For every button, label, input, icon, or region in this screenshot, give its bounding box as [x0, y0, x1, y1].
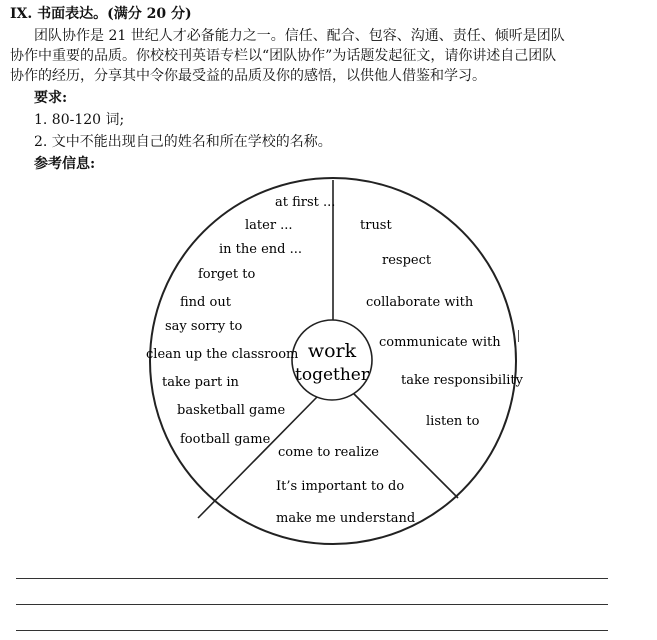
- left-item: clean up the classroom: [146, 347, 299, 362]
- left-item: find out: [180, 295, 231, 310]
- answer-line: [16, 604, 608, 605]
- reference-heading: 参考信息:: [34, 156, 96, 172]
- left-item: say sorry to: [165, 319, 243, 334]
- center-label-together: together: [295, 365, 369, 385]
- right-item: trust: [360, 218, 392, 233]
- left-item: football game: [180, 432, 271, 447]
- intro-paragraph-line-1: 团队协作是 21 世纪人才必备能力之一。信任、配合、包容、沟通、责任、倾听是团队: [34, 28, 565, 44]
- left-item: at first ...: [275, 195, 336, 210]
- left-sector-phrases: [146, 195, 335, 447]
- left-item: take part in: [162, 375, 239, 390]
- bottom-item: It’s important to do: [276, 479, 405, 494]
- right-item: collaborate with: [366, 295, 474, 310]
- right-item: take responsibility: [401, 373, 523, 388]
- bottom-item: make me understand: [276, 511, 416, 526]
- answer-line: [16, 578, 608, 579]
- margin-mark: [518, 330, 519, 342]
- left-item: in the end ...: [219, 242, 303, 257]
- answer-line: [16, 630, 608, 631]
- right-item: listen to: [426, 414, 480, 429]
- center-label-work: work: [307, 340, 357, 362]
- right-item: communicate with: [379, 335, 501, 350]
- bottom-sector-phrases: [276, 445, 415, 526]
- right-sector-phrases: [360, 218, 524, 429]
- left-item: later ...: [245, 218, 293, 233]
- requirement-item-2: 2. 文中不能出现自己的姓名和所在学校的名称。: [34, 134, 332, 150]
- left-item: basketball game: [177, 403, 286, 418]
- requirements-heading: 要求:: [34, 90, 68, 106]
- right-item: respect: [382, 253, 432, 268]
- intro-paragraph-line-2: 协作中重要的品质。你校校刊英语专栏以“团队协作”为话题发起征文，请你讲述自己团队: [10, 48, 557, 64]
- intro-paragraph-line-3: 协作的经历，分享其中令你最受益的品质及你的感悟，以供他人借鉴和学习。: [10, 68, 486, 84]
- left-item: forget to: [198, 267, 256, 282]
- section-title: IX. 书面表达。(满分 20 分): [10, 6, 192, 22]
- requirement-item-1: 1. 80-120 词;: [34, 112, 125, 128]
- bottom-item: come to realize: [278, 445, 379, 460]
